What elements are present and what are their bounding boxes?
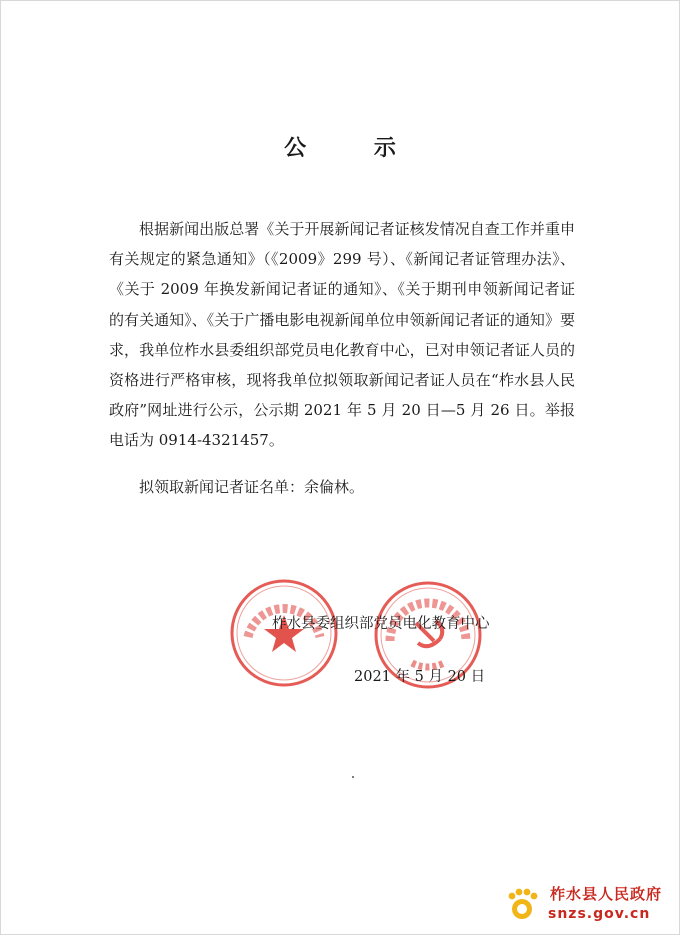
site-watermark[interactable] [504,883,674,929]
signature-organization: 柞水县委组织部党员电化教育中心 [272,616,490,632]
notice-paragraph-main: 根据新闻出版总署《关于开展新闻记者证核发情况自查工作并重申有关规定的紧急通知》（《2009》299 号）、《新闻记者证管理办法》、《关于 2009 年换发新闻记者证的通知》、《关于期刊申领新闻记者证的有关通知》、《关于广播电影电视新闻单位申领新闻记者证的通知》要求，我单位柞水县委组织部党员电化教育中心，已对申领记者证人员的资格进行严格审核，现将我单位拟领取新闻记者证人员在“柞水县人民政府”网址进行公示，公示期 2021 年 5 月 20 日—5 月 26 日。举报电话为 0914-4321457。 [109,220,575,450]
scan-speck [352,776,354,778]
notice-paragraph-name-list: 拟领取新闻记者证名单：余倫林。 [139,477,365,496]
watermark-site-url[interactable]: snzs.gov.cn [548,906,651,922]
signature-date: 2021 年 5 月 20 日 [354,669,486,685]
page-title: 公 示 [284,135,426,161]
notice-body [109,214,575,502]
left-red-seal-icon [228,577,340,689]
sun-paw-logo-icon [504,887,540,927]
watermark-site-name: 柞水县人民政府 [550,885,663,903]
